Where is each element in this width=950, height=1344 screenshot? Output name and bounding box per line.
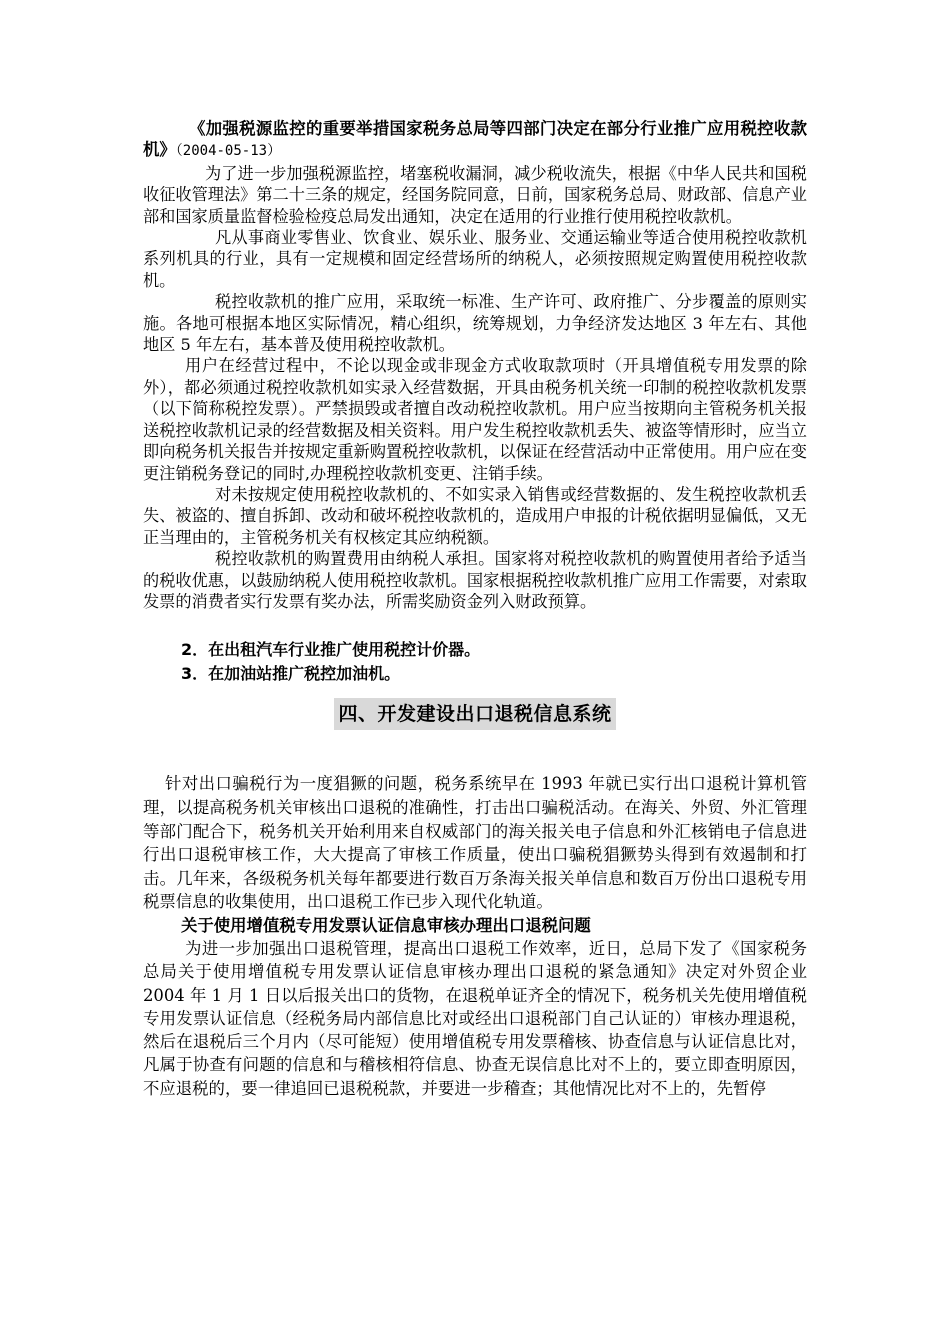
article1-title bbox=[143, 118, 807, 163]
section4-heading: 四、开发建设出口退税信息系统 bbox=[334, 698, 615, 730]
document-body bbox=[143, 118, 807, 1100]
article1-paragraph-2: 凡从事商业零售业、饮食业、娱乐业、服务业、交通运输业等适合使用税控收款机系列机具的行业，具有一定规模和固定经营场所的纳税人，必须按照规定购置使用税控收款机。 bbox=[143, 228, 807, 290]
article1-paragraph-4: 用户在经营过程中，不论以现金或非现金方式收取款项时（开具增值税专用发票的除外），都必须通过税控收款机如实录入经营数据，开具由税务机关统一印制的税控收款机发票（以下简称税控发票）。严禁损毁或者擅自改动税控收款机。用户应当按期向主管税务机关报送税控收款机记录的经营数据及相关资料。用户发生税控收款机丢失、被盗等情形时，应当立即向税务机关报告并按规定重新购置税控收款机，以保证在经营活动中正常使用。用户应在变更注销税务登记的同时,办理税控收款机变更、注销手续。 bbox=[143, 356, 807, 483]
article1-paragraph-5: 对未按规定使用税控收款机的、不如实录入销售或经营数据的、发生税控收款机丢失、被盗的、擅自拆卸、改动和破坏税控收款机的，造成用户申报的计税依据明显偏低，又无正当理由的，主管税务机关有权核定其应纳税额。 bbox=[143, 484, 807, 547]
article1-paragraph-3: 税控收款机的推广应用，采取统一标准、生产许可、政府推广、分步覆盖的原则实施。各地可根据本地区实际情况，精心组织，统筹规划，力争经济发达地区 3 年左右、其他地区 5 年左右，基本普及使用税控收款机。 bbox=[143, 292, 807, 355]
spacer bbox=[143, 612, 807, 638]
section4-paragraph: 针对出口骗税行为一度猖獗的问题，税务系统早在 1993 年就已实行出口退税计算机管理，以提高税务机关审核出口退税的准确性，打击出口骗税活动。在海关、外贸、外汇管理等部门配合下，税务机关开始利用来自权威部门的海关报关电子信息和外汇核销电子信息进行出口退税审核工作，大大提高了审核工作质量，使出口骗税猖獗势头得到有效遏制和打击。几年来，各级税务机关每年都要进行数百万条海关报关单信息和数百万份出口退税专用税票信息的收集使用，出口退税工作已步入现代化轨道。 bbox=[143, 774, 807, 912]
article1-title-text: 《加强税源监控的重要举措国家税务总局等四部门决定在部分行业推广应用税控收款机》 bbox=[143, 119, 807, 160]
list-item-2: 2．在出租汽车行业推广使用税控计价器。 bbox=[181, 640, 481, 660]
list-item-3: 3．在加油站推广税控加油机。 bbox=[181, 664, 401, 684]
article2-paragraph: 为进一步加强出口退税管理，提高出口退税工作效率，近日，总局下发了《国家税务总局关于使用增值税专用发票认证信息审核办理出口退税的紧急通知》决定对外贸企业 2004 年 1 月 1 日以后报关出口的货物，在退税单证齐全的情况下，税务机关先使用增值税专用发票认证信息（经税务局内部信息比对或经出口退税部门自己认证的）审核办理退税，然后在退税后三个月内（尽可能短）使用增值税专用发票稽核、协查信息与认证信息比对，凡属于协查有问题的信息和与稽核相符信息、协查无误信息比对不上的，要立即查明原因，不应退税的，要一律追回已退税税款，并要进一步稽查；其他情况比对不上的，先暂停 bbox=[143, 938, 807, 1098]
article2-title: 关于使用增值税专用发票认证信息审核办理出口退税问题 bbox=[181, 915, 591, 935]
article1-date: （2004-05-13） bbox=[175, 143, 282, 160]
article1-paragraph-6: 税控收款机的购置费用由纳税人承担。国家将对税控收款机的购置使用者给予适当的税收优惠，以鼓励纳税人使用税控收款机。国家根据税控收款机推广应用工作需要，对索取发票的消费者实行发票有奖办法，所需奖励资金列入财政预算。 bbox=[143, 549, 807, 611]
section4-heading-wrap bbox=[143, 698, 807, 730]
article1-paragraph-1: 为了进一步加强税源监控，堵塞税收漏洞，减少税收流失，根据《中华人民共和国税收征收管理法》第二十三条的规定，经国务院同意，日前，国家税务总局、财政部、信息产业部和国家质量监督检验检疫总局发出通知，决定在适用的行业推行使用税控收款机。 bbox=[143, 163, 807, 226]
